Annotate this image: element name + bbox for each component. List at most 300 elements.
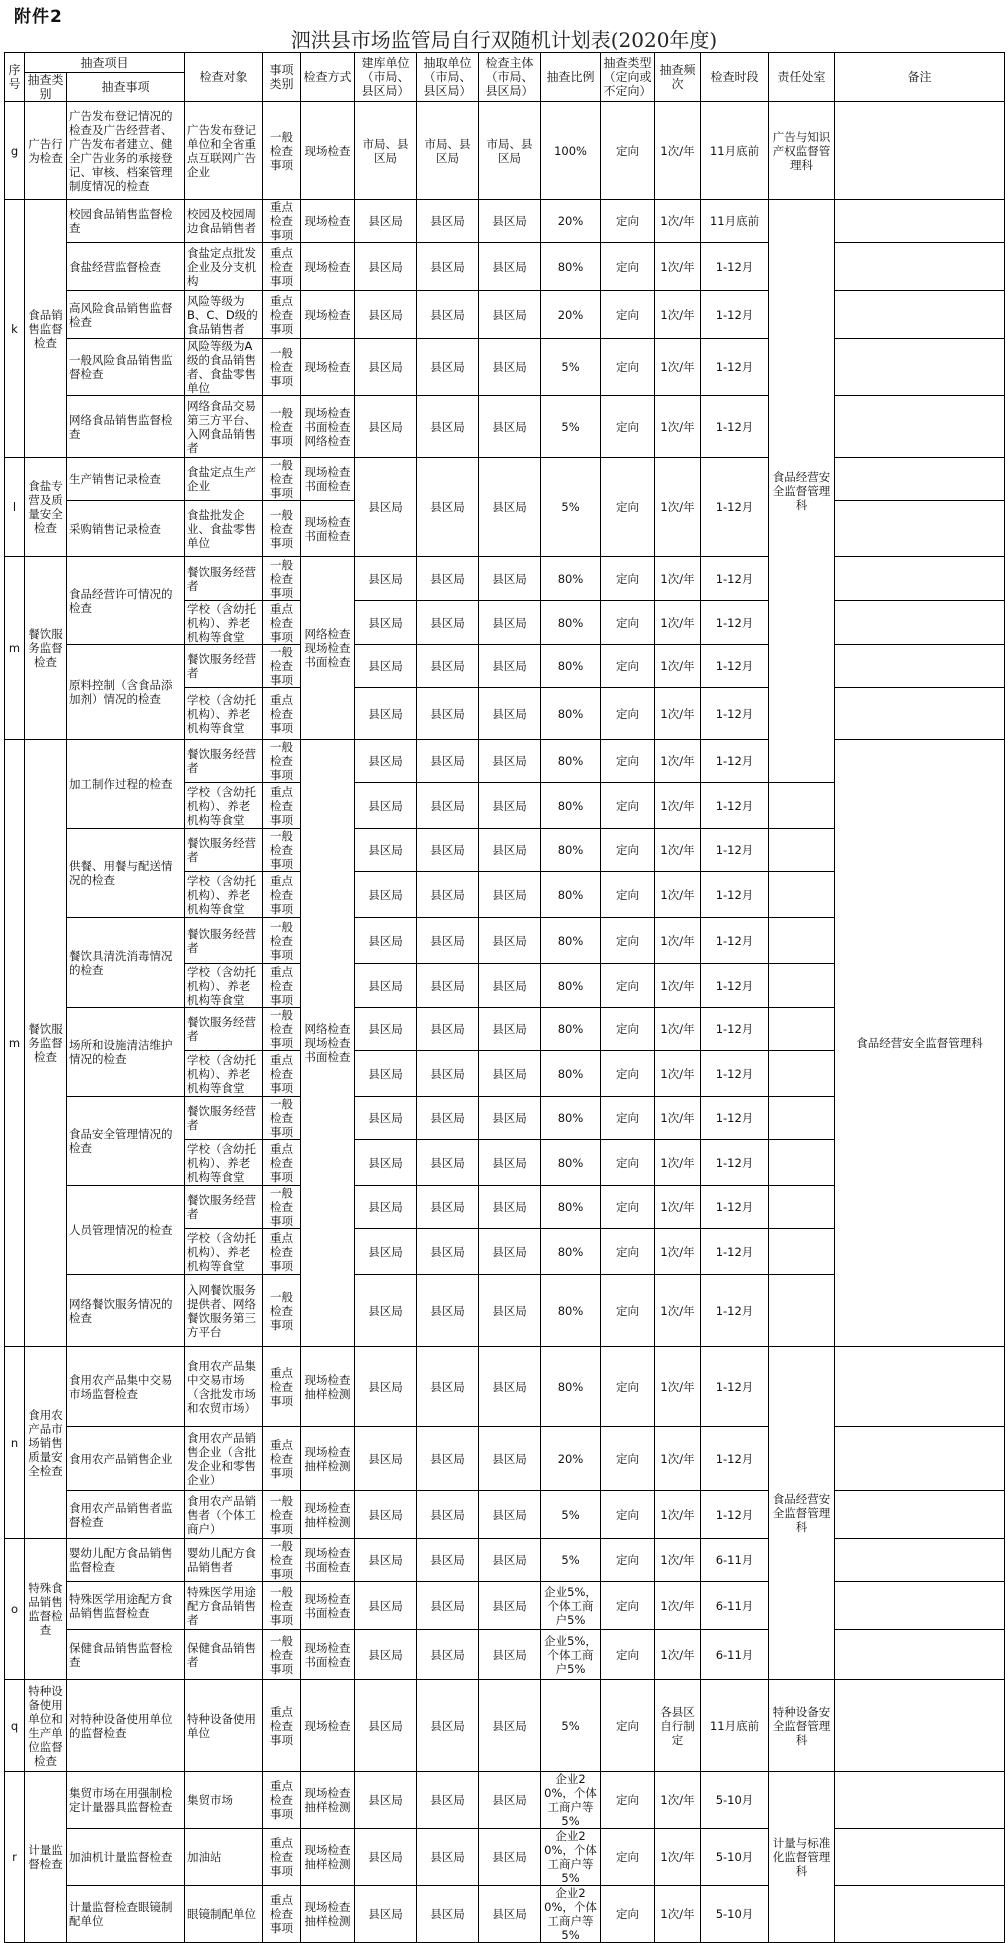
subject-cell: 县区局: [479, 1229, 541, 1275]
matter-cell: 高风险食品销售监督检查: [67, 291, 185, 339]
note-cell: [835, 557, 1005, 601]
object-cell: 食盐批发企业、食盐零售单位: [185, 501, 263, 557]
note-cell: [835, 1886, 1005, 1943]
ratio-cell: 80%: [541, 1051, 601, 1097]
object-cell: 学校（含幼托机构）、养老机构等食堂: [185, 1229, 263, 1275]
ctype-cell: 定向: [601, 1008, 655, 1051]
ratio-cell: 80%: [541, 557, 601, 601]
object-cell: 餐饮服务经营者: [185, 829, 263, 872]
ctype-cell: 定向: [601, 1886, 655, 1943]
build-cell: 县区局: [355, 1347, 417, 1427]
period-cell: 1-12月: [701, 1427, 769, 1491]
ratio-cell: 100%: [541, 102, 601, 200]
ctype-cell: 定向: [601, 740, 655, 783]
build-cell: 县区局: [355, 243, 417, 291]
period-cell: 1-12月: [701, 601, 769, 645]
extract-cell: 县区局: [417, 688, 479, 740]
extract-cell: 县区局: [417, 1680, 479, 1772]
note-cell: [835, 501, 1005, 557]
table-row: [5, 1772, 1005, 1829]
ratio-cell: 80%: [541, 1275, 601, 1347]
ratio-cell: 20%: [541, 291, 601, 339]
mtype-cell: 一般检查事项: [263, 829, 301, 872]
ratio-cell: 5%: [541, 339, 601, 396]
ratio-cell: 80%: [541, 783, 601, 829]
matter-cell: 校园食品销售监督检查: [67, 200, 185, 243]
object-cell: 学校（含幼托机构）、养老机构等食堂: [185, 872, 263, 918]
method-cell: 现场检查抽样检测: [301, 1347, 355, 1427]
extract-cell: 县区局: [417, 1140, 479, 1186]
table-row: [5, 1427, 1005, 1491]
ctype-cell: 定向: [601, 102, 655, 200]
ratio-cell: 80%: [541, 829, 601, 872]
subject-cell: 县区局: [479, 740, 541, 783]
object-cell: 入网餐饮服务提供者、网络餐饮服务第三方平台: [185, 1275, 263, 1347]
build-cell: 县区局: [355, 1680, 417, 1772]
build-cell: 县区局: [355, 1140, 417, 1186]
table-row: [5, 1347, 1005, 1427]
object-cell: 保健食品销售者: [185, 1630, 263, 1680]
object-cell: 特殊医学用途配方食品销售者: [185, 1582, 263, 1630]
note-cell: [835, 1630, 1005, 1680]
ctype-cell: 定向: [601, 557, 655, 601]
matter-cell: 计量监督检查眼镜制配单位: [67, 1886, 185, 1943]
mtype-cell: 一般检查事项: [263, 740, 301, 783]
period-cell: 1-12月: [701, 339, 769, 396]
freq-cell: 1次/年: [655, 1582, 701, 1630]
period-cell: 1-12月: [701, 1051, 769, 1097]
ratio-cell: 企业5%，个体工商户5%: [541, 1630, 601, 1680]
period-cell: 6-11月: [701, 1630, 769, 1680]
table-row: [5, 1680, 1005, 1772]
table-row: [5, 339, 1005, 396]
ratio-cell: 80%: [541, 1347, 601, 1427]
subject-cell: 县区局: [479, 1186, 541, 1229]
mtype-cell: 重点检查事项: [263, 1051, 301, 1097]
table-row: [5, 1829, 1005, 1886]
subject-cell: 县区局: [479, 1582, 541, 1630]
freq-cell: 1次/年: [655, 102, 701, 200]
mtype-cell: 一般检查事项: [263, 918, 301, 964]
freq-cell: 1次/年: [655, 918, 701, 964]
period-cell: 1-12月: [701, 645, 769, 688]
extract-cell: 县区局: [417, 1582, 479, 1630]
build-cell: 县区局: [355, 1886, 417, 1943]
freq-cell: 1次/年: [655, 872, 701, 918]
extract-cell: 县区局: [417, 1186, 479, 1229]
ctype-cell: 定向: [601, 1582, 655, 1630]
mtype-cell: 重点检查事项: [263, 601, 301, 645]
ratio-cell: 80%: [541, 243, 601, 291]
build-cell: 县区局: [355, 1539, 417, 1582]
build-cell: 县区局: [355, 601, 417, 645]
mtype-cell: 重点检查事项: [263, 688, 301, 740]
build-cell: 县区局: [355, 1427, 417, 1491]
build-cell: 县区局: [355, 645, 417, 688]
matter-cell: 特殊医学用途配方食品销售监督检查: [67, 1582, 185, 1630]
mtype-cell: 重点检查事项: [263, 783, 301, 829]
mtype-cell: 一般检查事项: [263, 396, 301, 458]
subject-cell: 县区局: [479, 964, 541, 1008]
period-cell: 11月底前: [701, 1680, 769, 1772]
ratio-cell: 20%: [541, 1427, 601, 1491]
note-cell: [835, 1347, 1005, 1427]
seq-cell: q: [5, 1680, 25, 1772]
ctype-cell: 定向: [601, 1140, 655, 1186]
table-row: [5, 243, 1005, 291]
ratio-cell: 80%: [541, 1008, 601, 1051]
table-row: [5, 291, 1005, 339]
object-cell: 学校（含幼托机构）、养老机构等食堂: [185, 964, 263, 1008]
object-cell: 网络食品交易第三方平台、入网食品销售者: [185, 396, 263, 458]
subject-cell: 县区局: [479, 396, 541, 458]
mtype-cell: 重点检查事项: [263, 1886, 301, 1943]
period-cell: 1-12月: [701, 783, 769, 829]
extract-cell: 县区局: [417, 1097, 479, 1140]
build-cell: 县区局: [355, 1186, 417, 1229]
note-cell: [769, 872, 835, 918]
subject-cell: 县区局: [479, 1539, 541, 1582]
period-cell: 1-12月: [701, 1097, 769, 1140]
mtype-cell: 重点检查事项: [263, 291, 301, 339]
subject-cell: 县区局: [479, 1008, 541, 1051]
ratio-cell: 企业5%，个体工商户5%: [541, 1582, 601, 1630]
method-cell: 现场检查抽样检测: [301, 1829, 355, 1886]
object-cell: 风险等级为A级的食品销售者、食盐零售单位: [185, 339, 263, 396]
table-row: [5, 1491, 1005, 1539]
period-cell: 1-12月: [701, 1008, 769, 1051]
header-freq: 抽查频次: [655, 53, 701, 102]
freq-cell: 1次/年: [655, 1829, 701, 1886]
extract-cell: 县区局: [417, 458, 479, 557]
ratio-cell: 80%: [541, 872, 601, 918]
object-cell: 餐饮服务经营者: [185, 645, 263, 688]
freq-cell: 1次/年: [655, 783, 701, 829]
extract-cell: 县区局: [417, 200, 479, 243]
seq-cell: n: [5, 1347, 25, 1539]
note-cell: [835, 1829, 1005, 1886]
object-cell: 特种设备使用单位: [185, 1680, 263, 1772]
subject-cell: 县区局: [479, 1275, 541, 1347]
matter-cell: 加工制作过程的检查: [67, 740, 185, 829]
method-cell: 现场检查: [301, 200, 355, 243]
build-cell: 县区局: [355, 1772, 417, 1829]
subject-cell: 县区局: [479, 1427, 541, 1491]
ctype-cell: 定向: [601, 1491, 655, 1539]
ratio-cell: 5%: [541, 458, 601, 557]
matter-cell: 婴幼儿配方食品销售监督检查: [67, 1539, 185, 1582]
freq-cell: 1次/年: [655, 829, 701, 872]
subject-cell: 县区局: [479, 1886, 541, 1943]
mtype-cell: 重点检查事项: [263, 1229, 301, 1275]
header-office: 责任处室: [769, 53, 835, 102]
table-row: [5, 645, 1005, 688]
ctype-cell: 定向: [601, 200, 655, 243]
subject-cell: 县区局: [479, 291, 541, 339]
build-cell: 县区局: [355, 688, 417, 740]
method-cell: 现场检查抽样检测: [301, 1491, 355, 1539]
ctype-cell: 定向: [601, 645, 655, 688]
method-cell: 网络检查现场检查书面检查: [301, 740, 355, 1347]
object-cell: 学校（含幼托机构）、养老机构等食堂: [185, 1140, 263, 1186]
subject-cell: 市局、县区局: [479, 102, 541, 200]
header-method: 检查方式: [301, 53, 355, 102]
ctype-cell: 定向: [601, 1347, 655, 1427]
category-cell: 餐饮服务监督检查: [25, 557, 67, 740]
subject-cell: 县区局: [479, 339, 541, 396]
build-cell: 县区局: [355, 396, 417, 458]
note-cell: [835, 396, 1005, 458]
build-cell: 县区局: [355, 1582, 417, 1630]
seq-cell: m: [5, 740, 25, 1347]
table-row: [5, 740, 1005, 783]
ratio-cell: 80%: [541, 1229, 601, 1275]
mtype-cell: 一般检查事项: [263, 102, 301, 200]
build-cell: 县区局: [355, 740, 417, 783]
ratio-cell: 80%: [541, 918, 601, 964]
extract-cell: 县区局: [417, 1829, 479, 1886]
seq-cell: o: [5, 1539, 25, 1680]
mtype-cell: 一般检查事项: [263, 458, 301, 501]
freq-cell: 1次/年: [655, 291, 701, 339]
build-cell: 县区局: [355, 458, 417, 557]
object-cell: 集贸市场: [185, 1772, 263, 1829]
build-cell: 县区局: [355, 1491, 417, 1539]
subject-cell: 县区局: [479, 1772, 541, 1829]
seq-cell: r: [5, 1772, 25, 1943]
build-cell: 县区局: [355, 829, 417, 872]
note-cell: [769, 1051, 835, 1097]
note-cell: [769, 1008, 835, 1051]
freq-cell: 1次/年: [655, 458, 701, 557]
ctype-cell: 定向: [601, 339, 655, 396]
subject-cell: 县区局: [479, 688, 541, 740]
category-cell: 食品销售监督检查: [25, 200, 67, 458]
ctype-cell: 定向: [601, 918, 655, 964]
freq-cell: 1次/年: [655, 200, 701, 243]
matter-cell: 对特种设备使用单位的监督检查: [67, 1680, 185, 1772]
object-cell: 学校（含幼托机构）、养老机构等食堂: [185, 1051, 263, 1097]
matter-cell: 食用农产品销售企业: [67, 1427, 185, 1491]
object-cell: 学校（含幼托机构）、养老机构等食堂: [185, 601, 263, 645]
object-cell: 食用农产品销售企业（含批发企业和零售企业）: [185, 1427, 263, 1491]
category-cell: 食盐专营及质量安全检查: [25, 458, 67, 557]
extract-cell: 县区局: [417, 1539, 479, 1582]
note-cell: [835, 243, 1005, 291]
build-cell: 县区局: [355, 783, 417, 829]
note-cell: [835, 1491, 1005, 1539]
freq-cell: 1次/年: [655, 740, 701, 783]
ratio-cell: 企业20%，个体工商户等5%: [541, 1772, 601, 1829]
object-cell: 风险等级为B、C、D级的食品销售者: [185, 291, 263, 339]
period-cell: 1-12月: [701, 243, 769, 291]
header-seq: 序号: [5, 53, 25, 102]
subject-cell: 县区局: [479, 783, 541, 829]
note-cell: [835, 1772, 1005, 1829]
freq-cell: 1次/年: [655, 1491, 701, 1539]
ctype-cell: 定向: [601, 601, 655, 645]
build-cell: 县区局: [355, 557, 417, 601]
extract-cell: 县区局: [417, 1491, 479, 1539]
build-cell: 县区局: [355, 1051, 417, 1097]
matter-cell: 生产销售记录检查: [67, 458, 185, 501]
note-cell: [769, 964, 835, 1008]
freq-cell: 1次/年: [655, 1427, 701, 1491]
page-title: 泗洪县市场监管局自行双随机计划表(2020年度): [290, 28, 718, 52]
method-cell: 现场检查: [301, 291, 355, 339]
freq-cell: 1次/年: [655, 645, 701, 688]
period-cell: 1-12月: [701, 1229, 769, 1275]
period-cell: 1-12月: [701, 1275, 769, 1347]
seq-cell: m: [5, 557, 25, 740]
mtype-cell: 一般检查事项: [263, 645, 301, 688]
note-cell: [835, 291, 1005, 339]
header-period: 检查时段: [701, 53, 769, 102]
build-cell: 市局、县区局: [355, 102, 417, 200]
mtype-cell: 一般检查事项: [263, 1491, 301, 1539]
build-cell: 县区局: [355, 1097, 417, 1140]
freq-cell: 1次/年: [655, 1275, 701, 1347]
period-cell: 5-10月: [701, 1772, 769, 1829]
ctype-cell: 定向: [601, 243, 655, 291]
object-cell: 餐饮服务经营者: [185, 1008, 263, 1051]
object-cell: 食用农产品销售者（个体工商户）: [185, 1491, 263, 1539]
table-row: [5, 1539, 1005, 1582]
object-cell: 婴幼儿配方食品销售者: [185, 1539, 263, 1582]
header-build: 建库单位（市局、县区局）: [355, 53, 417, 102]
mtype-cell: 一般检查事项: [263, 1630, 301, 1680]
mtype-cell: 重点检查事项: [263, 200, 301, 243]
category-cell: 特种设备使用单位和生产单位监督检查: [25, 1680, 67, 1772]
subject-cell: 县区局: [479, 872, 541, 918]
build-cell: 县区局: [355, 1630, 417, 1680]
freq-cell: 1次/年: [655, 1772, 701, 1829]
matter-cell: 保健食品销售监督检查: [67, 1630, 185, 1680]
freq-cell: 1次/年: [655, 1539, 701, 1582]
mtype-cell: 一般检查事项: [263, 339, 301, 396]
ctype-cell: 定向: [601, 964, 655, 1008]
ratio-cell: 企业20%，个体工商户等5%: [541, 1886, 601, 1943]
ctype-cell: 定向: [601, 1097, 655, 1140]
subject-cell: 县区局: [479, 1140, 541, 1186]
matter-cell: 一般风险食品销售监督检查: [67, 339, 185, 396]
object-cell: 学校（含幼托机构）、养老机构等食堂: [185, 688, 263, 740]
freq-cell: 1次/年: [655, 601, 701, 645]
freq-cell: 1次/年: [655, 1051, 701, 1097]
table-row: [5, 1582, 1005, 1630]
object-cell: 食盐定点生产企业: [185, 458, 263, 501]
note-cell: [835, 601, 1005, 645]
extract-cell: 县区局: [417, 1886, 479, 1943]
subject-cell: 县区局: [479, 918, 541, 964]
extract-cell: 县区局: [417, 1008, 479, 1051]
category-cell: 餐饮服务监督检查: [25, 740, 67, 1347]
office-cell: 食品经营安全监督管理科: [769, 1347, 835, 1680]
method-cell: 现场检查: [301, 102, 355, 200]
mtype-cell: 重点检查事项: [263, 1772, 301, 1829]
ctype-cell: 定向: [601, 1680, 655, 1772]
mtype-cell: 重点检查事项: [263, 872, 301, 918]
mtype-cell: 一般检查事项: [263, 1539, 301, 1582]
matter-cell: 原料控制（含食品添加剂）情况的检查: [67, 645, 185, 740]
object-cell: 食用农产品集中交易市场（含批发市场和农贸市场）: [185, 1347, 263, 1427]
extract-cell: 县区局: [417, 645, 479, 688]
freq-cell: 1次/年: [655, 1630, 701, 1680]
build-cell: 县区局: [355, 964, 417, 1008]
extract-cell: 县区局: [417, 1347, 479, 1427]
extract-cell: 县区局: [417, 396, 479, 458]
mtype-cell: 一般检查事项: [263, 501, 301, 557]
ratio-cell: 企业20%，个体工商户等5%: [541, 1829, 601, 1886]
ctype-cell: 定向: [601, 872, 655, 918]
period-cell: 1-12月: [701, 1140, 769, 1186]
matter-cell: 供餐、用餐与配送情况的检查: [67, 829, 185, 918]
note-cell: [769, 1229, 835, 1275]
note-cell: [769, 1186, 835, 1229]
build-cell: 县区局: [355, 339, 417, 396]
ctype-cell: 定向: [601, 291, 655, 339]
subject-cell: 县区局: [479, 1680, 541, 1772]
ratio-cell: 5%: [541, 396, 601, 458]
note-cell: [835, 200, 1005, 243]
header-category: 抽查类别: [25, 73, 67, 102]
period-cell: 1-12月: [701, 918, 769, 964]
office-cell: 特种设备安全监督管理科: [769, 1680, 835, 1772]
note-cell: [835, 339, 1005, 396]
freq-cell: 1次/年: [655, 1008, 701, 1051]
matter-cell: 食用农产品集中交易市场监督检查: [67, 1347, 185, 1427]
ratio-cell: 5%: [541, 1491, 601, 1539]
ratio-cell: 5%: [541, 1680, 601, 1772]
ctype-cell: 定向: [601, 396, 655, 458]
header-ratio: 抽查比例: [541, 53, 601, 102]
note-cell: [835, 1582, 1005, 1630]
period-cell: 1-12月: [701, 1491, 769, 1539]
matter-cell: 加油机计量监督检查: [67, 1829, 185, 1886]
note-cell: [835, 1427, 1005, 1491]
period-cell: 1-12月: [701, 872, 769, 918]
ratio-cell: 80%: [541, 1097, 601, 1140]
category-cell: 广告行为检查: [25, 102, 67, 200]
extract-cell: 县区局: [417, 872, 479, 918]
ratio-cell: 80%: [541, 645, 601, 688]
note-cell: [769, 918, 835, 964]
matter-cell: 食盐经营监督检查: [67, 243, 185, 291]
freq-cell: 1次/年: [655, 1886, 701, 1943]
build-cell: 县区局: [355, 1008, 417, 1051]
subject-cell: 县区局: [479, 1829, 541, 1886]
period-cell: 1-12月: [701, 557, 769, 601]
method-cell: 现场检查抽样检测: [301, 1886, 355, 1943]
method-cell: 现场检查: [301, 243, 355, 291]
header-extract: 抽取单位（市局、县区局）: [417, 53, 479, 102]
header-note: 备注: [835, 53, 1005, 102]
mtype-cell: 一般检查事项: [263, 1097, 301, 1140]
extract-cell: 县区局: [417, 1772, 479, 1829]
table-row: [5, 200, 1005, 243]
ratio-cell: 80%: [541, 964, 601, 1008]
extract-cell: 县区局: [417, 829, 479, 872]
matter-cell: 网络食品销售监督检查: [67, 396, 185, 458]
period-cell: 1-12月: [701, 740, 769, 783]
seq-cell: k: [5, 200, 25, 458]
ratio-cell: 80%: [541, 740, 601, 783]
note-cell: [835, 458, 1005, 501]
period-cell: 1-12月: [701, 829, 769, 872]
matter-cell: 人员管理情况的检查: [67, 1186, 185, 1275]
category-cell: 食用农产品市场销售质量安全检查: [25, 1347, 67, 1539]
freq-cell: 1次/年: [655, 1140, 701, 1186]
